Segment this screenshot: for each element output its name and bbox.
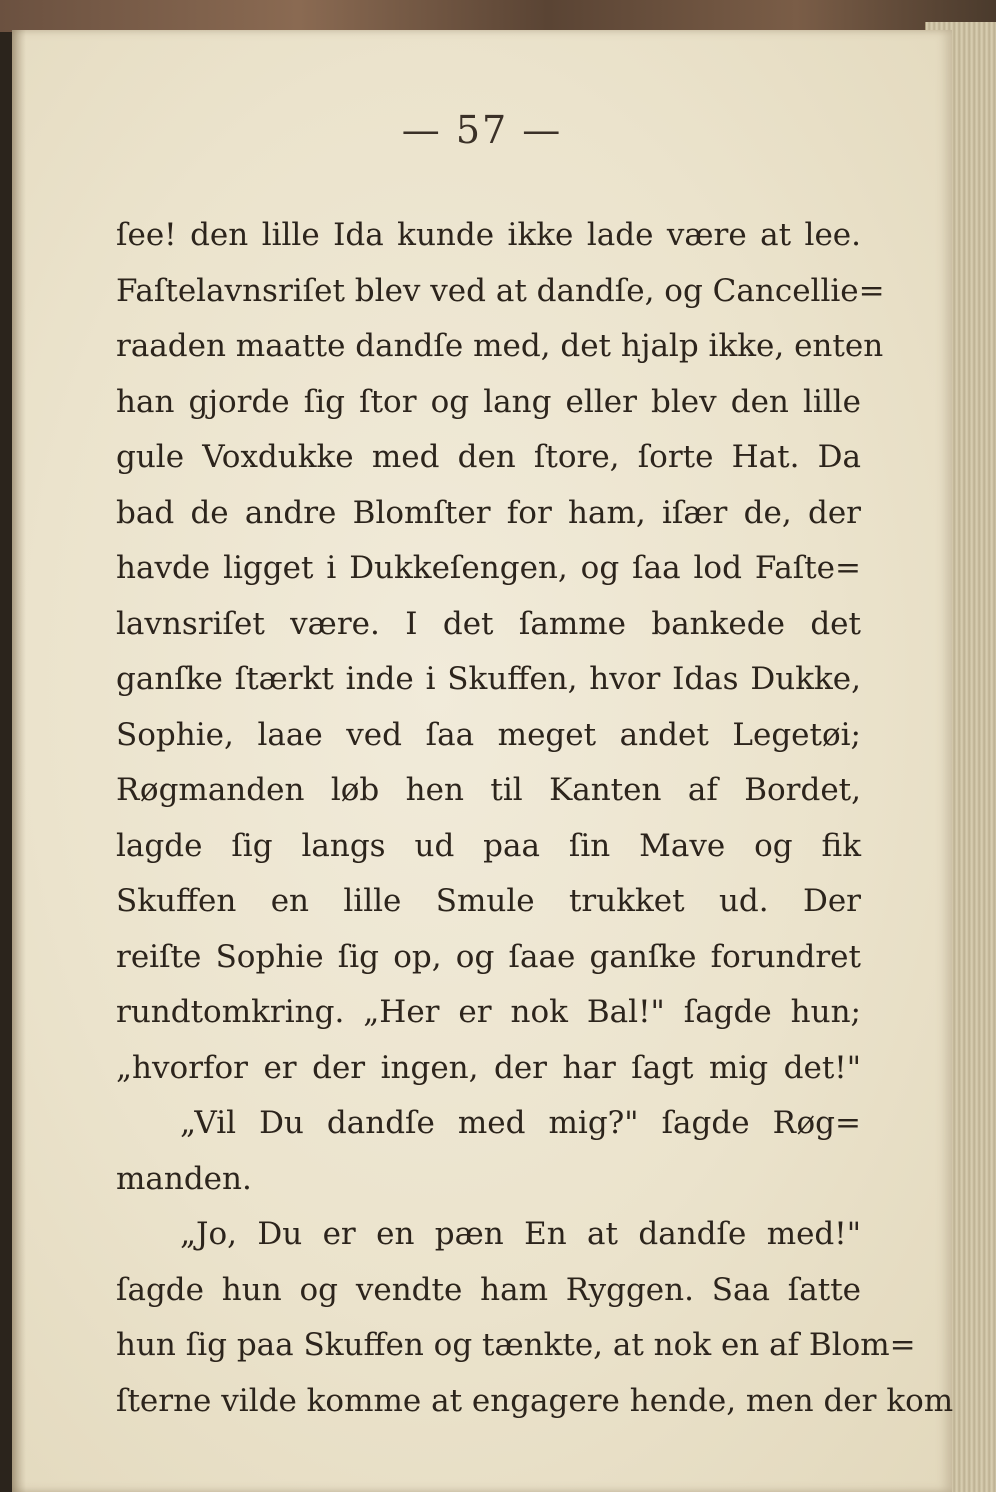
page-text <box>116 208 954 1429</box>
text-line: raaden maatte dandſe med, det hjalp ikke, enten <box>116 328 884 364</box>
text-line: „hvorfor er der ingen, der har ſagt mig det!" <box>116 1049 861 1086</box>
text-line: ſee! den lille Ida kunde ikke lade være at lee. <box>116 217 861 253</box>
text-line: bad de andre Blomſter for ham, iſær de, der <box>116 494 861 531</box>
text-line: ſagde hun og vendte ham Ryggen. Saa ſatte <box>116 1271 861 1308</box>
text-line: manden. <box>116 1160 252 1197</box>
text-line: gule Voxdukke med den ſtore, ſorte Hat. Da <box>116 439 861 475</box>
text-line: lagde ſig langs ud paa ſin Mave og fik <box>116 827 861 864</box>
gutter-shadow <box>12 30 26 1492</box>
book-page <box>12 30 952 1492</box>
text-line: Sophie, laae ved ſaa meget andet Legetøi; <box>116 716 861 753</box>
text-line: rundtomkring. „Her er nok Bal!" ſagde hun; <box>116 994 861 1030</box>
text-line: havde ligget i Dukkeſengen, og ſaa lod Faſte= <box>116 550 861 586</box>
text-line: Skuffen en lille Smule trukket ud. Der <box>116 883 861 919</box>
text-line: lavnsriſet være. I det ſamme bankede det <box>116 605 861 642</box>
text-line: reiſte Sophie ſig op, og ſaae ganſke forundret <box>116 938 861 975</box>
page-number: — 57 — <box>401 108 563 152</box>
text-line: „Vil Du dandſe med mig?" ſagde Røg= <box>180 1105 861 1141</box>
text-line: „Jo, Du er en pæn En at dandſe med!" <box>180 1216 861 1252</box>
text-line: han gjorde ſig ſtor og lang eller blev den lille <box>116 383 861 420</box>
text-line: ganſke ſtærkt inde i Skuffen, hvor Idas Dukke, <box>116 661 861 697</box>
text-line: Røgmanden løb hen til Kanten af Bordet, <box>116 772 861 808</box>
book-cover-edge <box>0 0 996 32</box>
text-line: hun ſig paa Skuffen og tænkte, at nok en af Blom= <box>116 1327 916 1363</box>
text-line: ſterne vilde komme at engagere hende, men der kom <box>116 1382 954 1419</box>
text-line: Faſtelavnsriſet blev ved at dandſe, og Cancellie= <box>116 272 885 309</box>
